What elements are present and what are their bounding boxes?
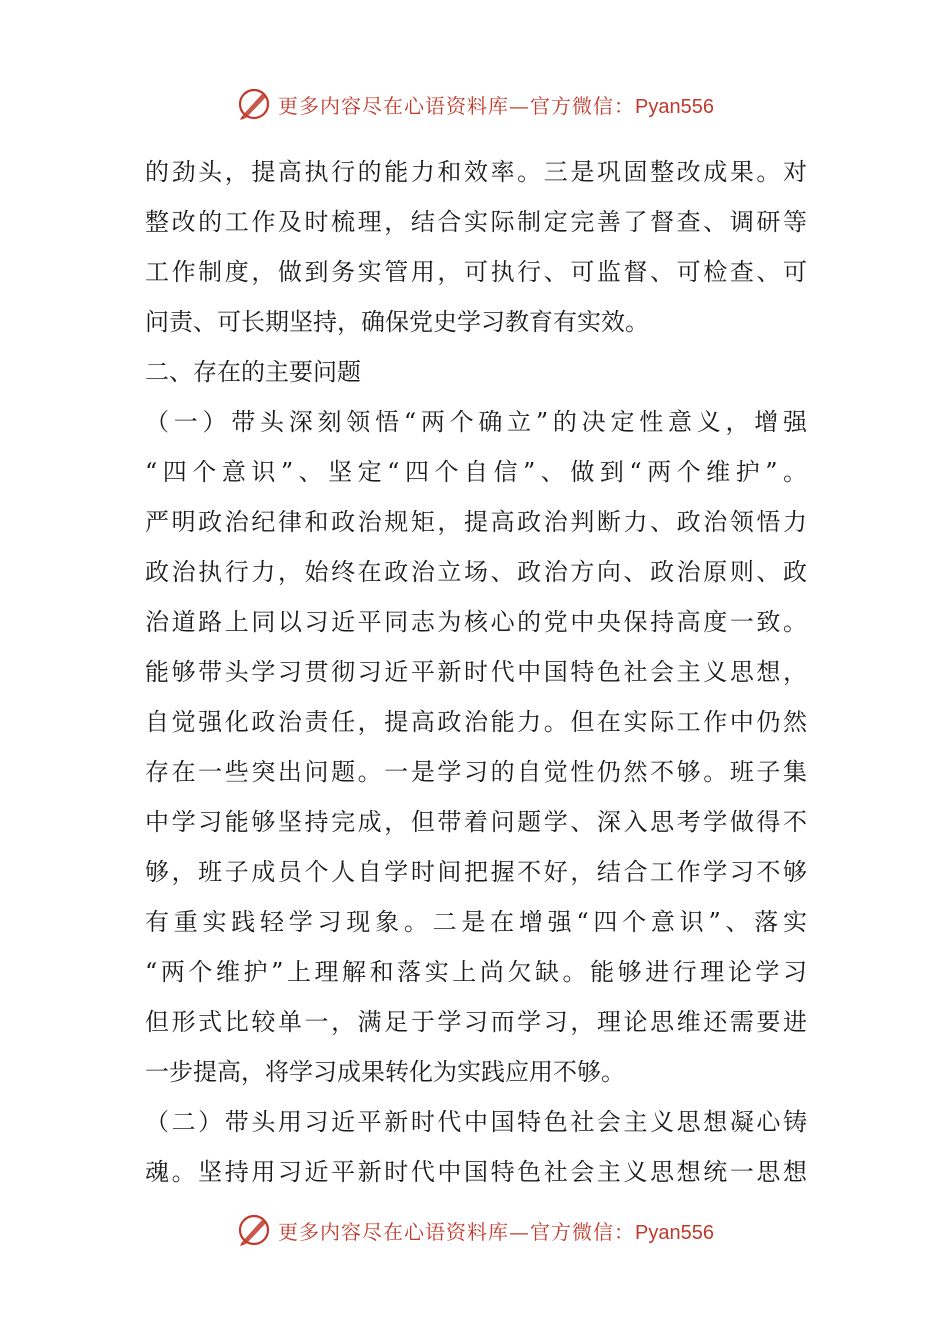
text-line: 政治执行力，始终在政治立场、政治方向、政治原则、政 [145,558,807,586]
text-line: 存在一些突出问题。一是学习的自觉性仍然不够。班子集 [145,758,807,786]
text-line: 的劲头，提高执行的能力和效率。三是巩固整改成果。对 [145,158,807,186]
text-line: 工作制度，做到务实管用，可执行、可监督、可检查、可 [145,258,807,286]
text-line: 有重实践轻学习现象。二是在增强“四个意识”、落实 [145,908,807,936]
watermark-footer [0,1210,950,1250]
watermark-header [0,84,950,124]
text-line: 魂。坚持用习近平新时代中国特色社会主义思想统一思想 [145,1158,807,1186]
text-line: 能够带头学习贯彻习近平新时代中国特色社会主义思想， [145,658,807,686]
text-line: “两个维护”上理解和落实上尚欠缺。能够进行理论学习 [145,958,807,986]
text-line: （二）带头用习近平新时代中国特色社会主义思想凝心铸 [145,1108,807,1136]
text-line: 治道路上同以习近平同志为核心的党中央保持高度一致。 [145,608,807,636]
pen-circle-icon [236,86,272,122]
text-line: 自觉强化政治责任，提高政治能力。但在实际工作中仍然 [145,708,807,736]
text-line: 问责、可长期坚持，确保党史学习教育有实效。 [145,308,649,336]
text-line: 够，班子成员个人自学时间把握不好，结合工作学习不够 [145,858,807,886]
watermark-text: 更多内容尽在心语资料库—官方微信：Pyan556 [278,93,714,118]
text-line: 但形式比较单一，满足于学习而学习，理论思维还需要进 [145,1008,807,1036]
watermark-text: 更多内容尽在心语资料库—官方微信：Pyan556 [278,1219,714,1244]
watermark-wechat-id: Pyan556 [635,95,714,118]
section-heading: 二、存在的主要问题 [145,358,361,386]
text-line: 一步提高，将学习成果转化为实践应用不够。 [145,1058,625,1086]
text-line: 整改的工作及时梳理，结合实际制定完善了督查、调研等 [145,208,807,236]
text-line: “四个意识”、坚定“四个自信”、做到“两个维护”。 [145,458,807,486]
text-line: 中学习能够坚持完成，但带着问题学、深入思考学做得不 [145,808,807,836]
watermark-wechat-id: Pyan556 [635,1221,714,1244]
text-line: 严明政治纪律和政治规矩，提高政治判断力、政治领悟力 [145,508,807,536]
document-body [145,147,807,1197]
pen-circle-icon [236,1212,272,1248]
text-line: （一）带头深刻领悟“两个确立”的决定性意义，增强 [145,408,807,436]
